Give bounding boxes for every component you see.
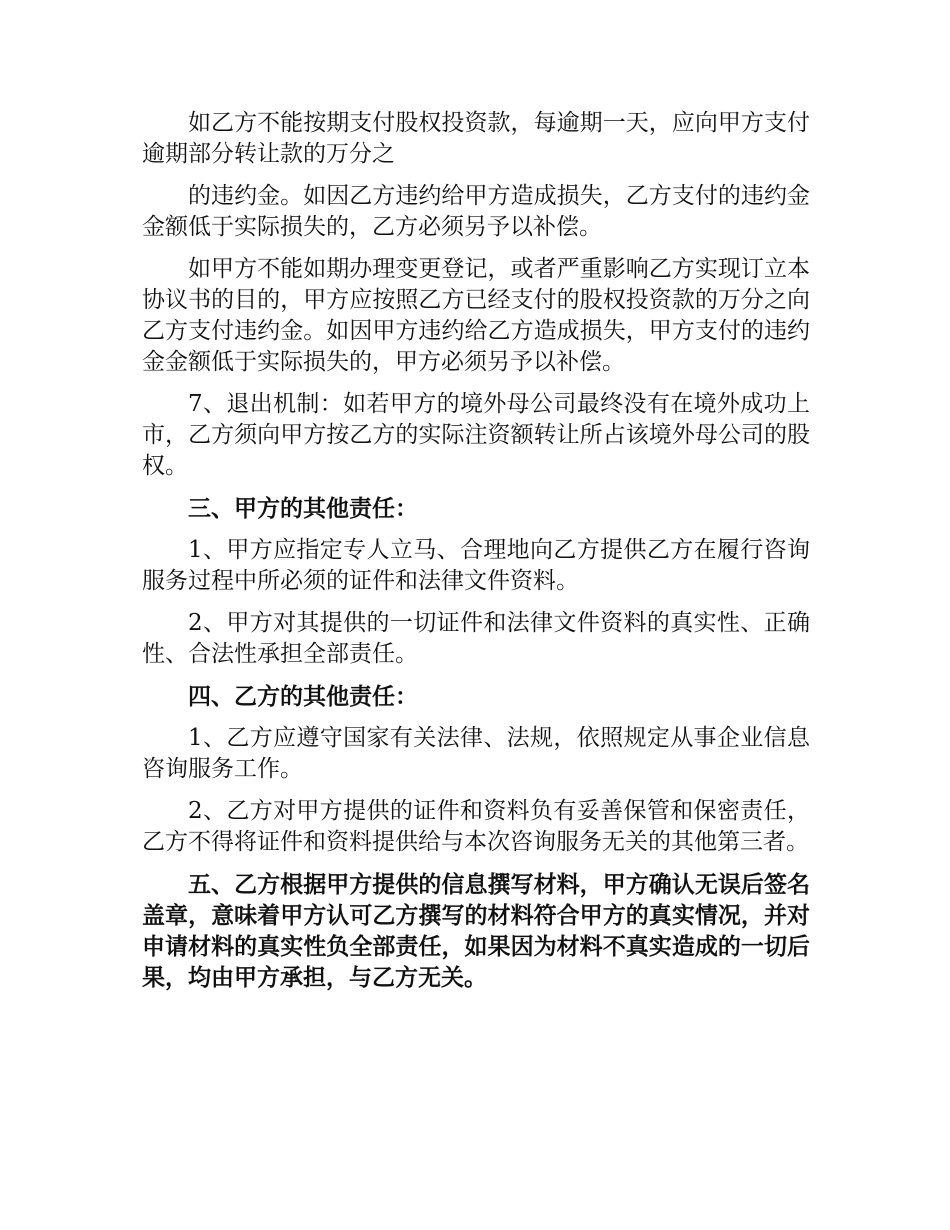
document-page <box>142 108 810 993</box>
heading-party-a-responsibilities: 三、甲方的其他责任： <box>188 495 418 522</box>
paragraph-party-b-item-2: 2、乙方对甲方提供的证件和资料负有妥善保管和保密责任，乙方不得将证件和资料提供给与本次咨询服务无关的其他第三者。 <box>142 798 810 855</box>
paragraph-exit-mechanism: 7、退出机制：如若甲方的境外母公司最终没有在境外成功上市，乙方须向甲方按乙方的实际注资额转让所占该境外母公司的股权。 <box>142 391 810 479</box>
heading-party-b-responsibilities: 四、乙方的其他责任： <box>188 683 418 710</box>
paragraph-section-five: 五、乙方根据甲方提供的信息撰写材料，甲方确认无误后签名盖章，意味着甲方认可乙方撰写的材料符合甲方的真实情况，并对申请材料的真实性负全部责任，如果因为材料不真实造成的一切后果，均由甲方承担，与乙方无关。 <box>142 871 810 991</box>
paragraph-party-a-item-2: 2、甲方对其提供的一切证件和法律文件资料的真实性、正确性、合法性承担全部责任。 <box>142 610 810 667</box>
paragraph-penalty-party-a: 如甲方不能如期办理变更登记，或者严重影响乙方实现订立本协议书的目的，甲方应按照乙方已经支付的股权投资款的万分之向乙方支付违约金。如因甲方违约给乙方造成损失，甲方支付的违约金金额低于实际损失的，甲方必须另予以补偿。 <box>142 256 810 375</box>
paragraph-late-payment: 如乙方不能按期支付股权投资款，每逾期一天，应向甲方支付逾期部分转让款的万分之 <box>142 110 810 167</box>
paragraph-party-b-item-1: 1、乙方应遵守国家有关法律、法规，依照规定从事企业信息咨询服务工作。 <box>142 725 810 782</box>
paragraph-party-a-item-1: 1、甲方应指定专人立马、合理地向乙方提供乙方在履行咨询服务过程中所必须的证件和法律文件资料。 <box>142 537 810 594</box>
paragraph-penalty-party-b: 的违约金。如因乙方违约给甲方造成损失，乙方支付的违约金金额低于实际损失的，乙方必须另予以补偿。 <box>142 183 810 240</box>
